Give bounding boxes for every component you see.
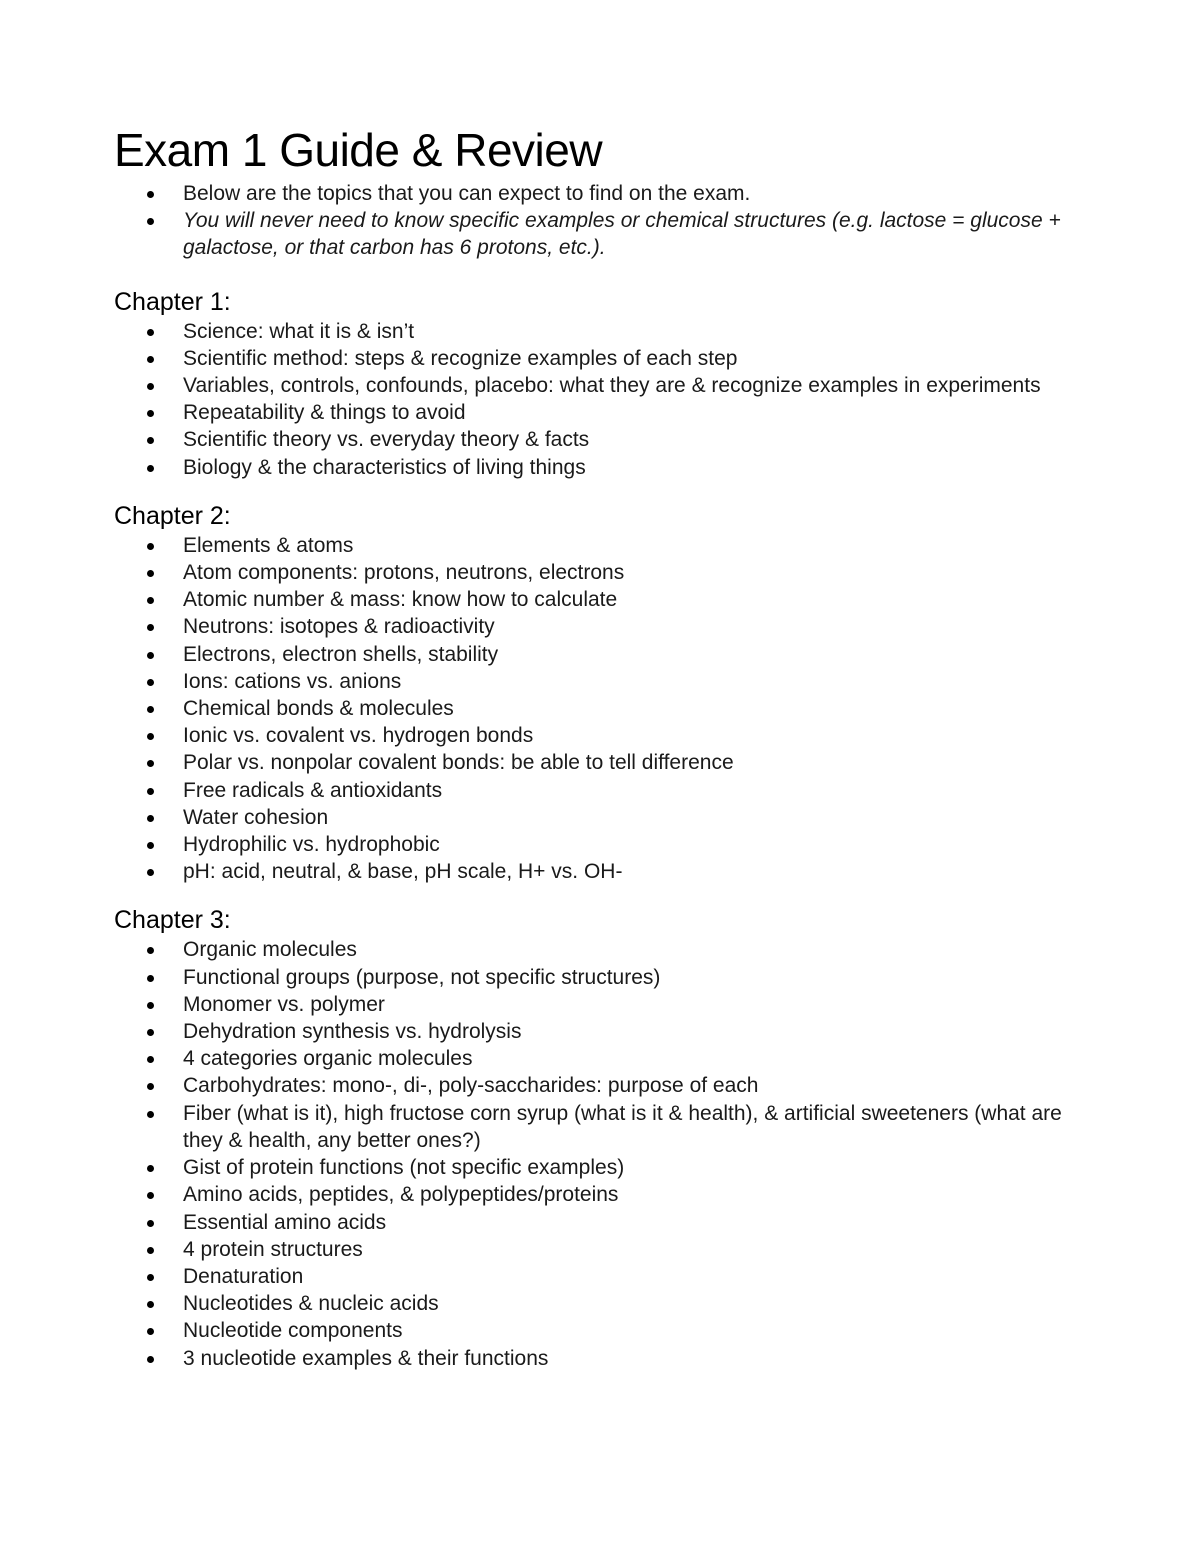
list-item-text: Electrons, electron shells, stability [183,642,499,666]
list-item [114,1263,1084,1290]
list-item [114,1181,1084,1208]
list-item [114,991,1084,1018]
list-item-text: Elements & atoms [183,533,354,557]
list-item-text: Variables, controls, confounds, placebo: what they are & recognize examples in experiments [183,374,1041,398]
list-item [114,695,1084,722]
list-item-text: Monomer vs. polymer [183,992,385,1016]
list-item-text: Fiber (what is it), high fructose corn syrup (what is it & health), & artificial sweeteners (what are they & health, any better ones?) [183,1101,1062,1152]
list-item [114,668,1084,695]
list-item [114,207,1084,261]
list-item [114,532,1084,559]
bullet-icon [147,437,154,444]
list-item [114,426,1084,453]
list-item [114,1018,1084,1045]
bullet-icon [147,1002,154,1009]
bullet-icon [147,975,154,982]
list-item [114,777,1084,804]
bullet-icon [147,543,154,550]
list-item-text: Essential amino acids [183,1210,387,1234]
list-item [114,831,1084,858]
chapter-topic-list [114,318,1084,481]
bullet-icon [147,1111,154,1118]
bullet-icon [147,624,154,631]
list-item [114,858,1084,885]
chapter-topic-list [114,532,1084,886]
bullet-icon [147,383,154,390]
bullet-icon [147,1083,154,1090]
section-spacer [114,262,1084,286]
chapter-heading: Chapter 2: [114,501,231,530]
bullet-icon [147,1301,154,1308]
document-page [114,120,1084,1372]
chapter-heading: Chapter 1: [114,287,231,316]
bullet-icon [147,597,154,604]
list-item [114,180,1084,207]
bullet-icon [147,947,154,954]
list-item-text: 4 protein structures [183,1237,363,1261]
list-item [114,1317,1084,1344]
list-item-text: Below are the topics that you can expect to find on the exam. [183,182,751,205]
list-item [114,641,1084,668]
bullet-icon [147,1247,154,1254]
list-item [114,454,1084,481]
chapter-topic-list [114,936,1084,1371]
bullet-icon [147,329,154,336]
intro-list [114,180,1084,262]
list-item [114,1100,1084,1154]
list-item-text: Carbohydrates: mono-, di-, poly-saccharides: purpose of each [183,1074,759,1098]
list-item [114,1236,1084,1263]
list-item-text: Ionic vs. covalent vs. hydrogen bonds [183,724,534,748]
list-item-text: pH: acid, neutral, & base, pH scale, H+ vs. OH- [183,860,623,884]
bullet-icon [147,218,154,225]
list-item-text: Amino acids, peptides, & polypeptides/proteins [183,1183,619,1207]
bullet-icon [147,815,154,822]
list-item [114,399,1084,426]
bullet-icon [147,733,154,740]
bullet-icon [147,1220,154,1227]
list-item-text: Denaturation [183,1264,304,1288]
list-item [114,1209,1084,1236]
list-item-text: 3 nucleotide examples & their functions [183,1346,549,1370]
list-item-text: Water cohesion [183,805,329,829]
bullet-icon [147,788,154,795]
list-item [114,936,1084,963]
list-item-text: Polar vs. nonpolar covalent bonds: be able to tell difference [183,751,734,775]
page-title: Exam 1 Guide & Review [114,124,603,176]
list-item [114,586,1084,613]
bullet-icon [147,570,154,577]
bullet-icon [147,1056,154,1063]
list-item [114,559,1084,586]
list-item [114,345,1084,372]
list-item-text: Hydrophilic vs. hydrophobic [183,833,440,857]
list-item-text: Atom components: protons, neutrons, electrons [183,561,625,585]
list-item-text: Biology & the characteristics of living things [183,455,586,479]
list-item [114,318,1084,345]
list-item [114,613,1084,640]
list-item-text: Free radicals & antioxidants [183,778,443,802]
list-item [114,1290,1084,1317]
bullet-icon [147,1328,154,1335]
bullet-icon [147,652,154,659]
bullet-icon [147,679,154,686]
bullet-icon [147,760,154,767]
list-item [114,1154,1084,1181]
list-item [114,1072,1084,1099]
list-item-text: Chemical bonds & molecules [183,697,454,721]
list-item [114,1045,1084,1072]
bullet-icon [147,410,154,417]
chapter-heading: Chapter 3: [114,906,231,935]
bullet-icon [147,842,154,849]
bullet-icon [147,869,154,876]
list-item-text: Ions: cations vs. anions [183,669,402,693]
list-item-text: You will never need to know specific examples or chemical structures (e.g. lactose = glucose + galactose, or that carbon has 6 protons, etc.). [183,209,1061,260]
list-item [114,964,1084,991]
bullet-icon [147,706,154,713]
list-item-text: Repeatability & things to avoid [183,401,466,425]
list-item-text: Science: what it is & isn’t [183,319,415,343]
list-item-text: Atomic number & mass: know how to calculate [183,588,618,612]
list-item-text: Neutrons: isotopes & radioactivity [183,615,495,639]
list-item-text: Dehydration synthesis vs. hydrolysis [183,1020,522,1044]
bullet-icon [147,1274,154,1281]
list-item [114,1345,1084,1372]
list-item-text: Scientific method: steps & recognize examples of each step [183,346,738,370]
list-item-text: Scientific theory vs. everyday theory & facts [183,428,590,452]
bullet-icon [147,1029,154,1036]
bullet-icon [147,1192,154,1199]
list-item [114,804,1084,831]
list-item-text: Nucleotide components [183,1319,403,1343]
bullet-icon [147,465,154,472]
bullet-icon [147,191,154,198]
section-spacer [114,885,1084,904]
list-item [114,722,1084,749]
section-spacer [114,481,1084,500]
list-item-text: 4 categories organic molecules [183,1047,473,1071]
list-item-text: Organic molecules [183,938,357,962]
list-item [114,749,1084,776]
bullet-icon [147,356,154,363]
list-item-text: Gist of protein functions (not specific examples) [183,1156,625,1180]
list-item [114,372,1084,399]
bullet-icon [147,1356,154,1363]
list-item-text: Nucleotides & nucleic acids [183,1292,439,1316]
list-item-text: Functional groups (purpose, not specific structures) [183,965,661,989]
chapters-container [114,262,1084,1372]
bullet-icon [147,1165,154,1172]
